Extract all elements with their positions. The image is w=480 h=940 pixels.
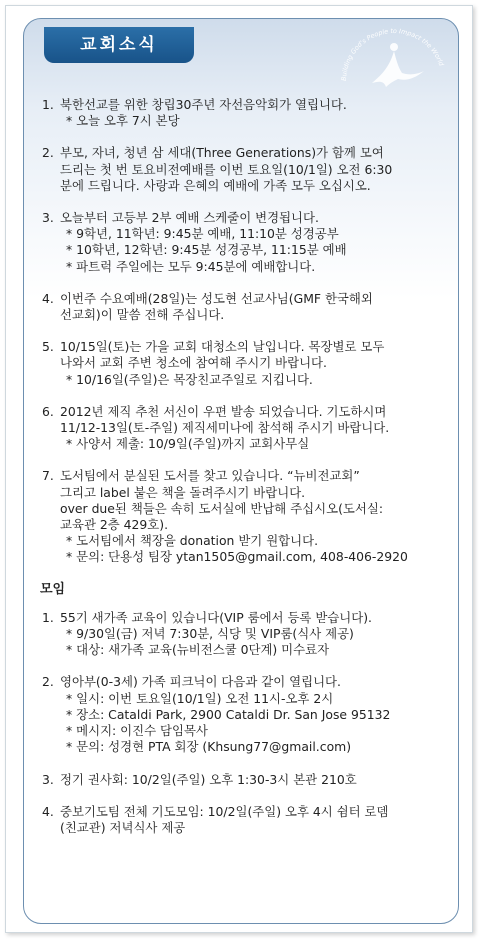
item-text: 분에 드립니다. 사랑과 은혜의 예배에 가족 모두 오십시오. bbox=[60, 177, 371, 193]
item-detail: * 오늘 오후 7시 본당 bbox=[66, 113, 180, 129]
list-item bbox=[36, 674, 446, 755]
list-item bbox=[36, 610, 446, 659]
item-text: 2012년 제직 추천 서신이 우편 발송 되었습니다. 기도하시며 bbox=[60, 403, 387, 419]
content-area bbox=[36, 97, 446, 852]
item-number: 2. bbox=[42, 145, 54, 161]
item-number: 1. bbox=[42, 97, 54, 112]
item-text: 드리는 첫 번 토요비전예배를 이번 토요일(10/1일) 오전 6:30 bbox=[60, 161, 393, 177]
item-detail: * 9학년, 11학년: 9:45분 예배, 11:10분 성경공부 bbox=[66, 226, 339, 242]
news-list bbox=[36, 97, 446, 566]
list-item bbox=[36, 210, 446, 275]
item-text: 그리고 label 붙은 책을 돌려주시기 바랍니다. bbox=[60, 484, 306, 500]
item-number: 4. bbox=[42, 803, 54, 819]
church-logo-icon bbox=[332, 21, 452, 91]
item-text: 정기 권사회: 10/2일(주일) 오후 1:30-3시 본관 210호 bbox=[60, 771, 357, 787]
item-number: 1. bbox=[42, 609, 54, 625]
list-item bbox=[36, 145, 446, 194]
list-item bbox=[36, 772, 446, 788]
item-text: (친교관) 저녁식사 제공 bbox=[60, 819, 186, 835]
item-detail: * 문의: 단용성 팀장 ytan1505@gmail.com, 408-406-2920 bbox=[66, 549, 408, 565]
item-text: 북한선교를 위한 창립30주년 자선음악회가 열립니다. bbox=[60, 97, 347, 112]
item-text: 교육관 2층 429호). bbox=[60, 517, 169, 533]
item-text: 부모, 자녀, 청년 삼 세대(Three Generations)가 함께 모여 bbox=[60, 145, 384, 161]
item-number: 7. bbox=[42, 468, 54, 484]
list-item bbox=[36, 97, 446, 129]
list-item bbox=[36, 804, 446, 836]
meetings-list bbox=[36, 610, 446, 836]
item-detail: * 대상: 새가족 교육(뉴비전스쿨 0단계) 미수료자 bbox=[66, 642, 330, 658]
item-detail: * 도서팀에서 책장을 donation 받기 원합니다. bbox=[66, 533, 319, 549]
item-detail: * 장소: Cataldi Park, 2900 Cataldi Dr. San Jose 95132 bbox=[66, 706, 391, 722]
news-card bbox=[23, 18, 459, 924]
item-detail: * 10/16일(주일)은 목장친교주일로 지킵니다. bbox=[66, 371, 313, 387]
item-text: 10/15일(토)는 가을 교회 대청소의 날입니다. 목장별로 모두 bbox=[60, 339, 385, 355]
list-item bbox=[36, 339, 446, 388]
item-text: 중보기도팀 전체 기도모임: 10/2일(주일) 오후 4시 쉼터 로뎀 bbox=[60, 803, 389, 819]
item-text: 영아부(0-3세) 가족 피크닉이 다음과 같이 열립니다. bbox=[60, 674, 341, 690]
item-text: 11/12-13일(토-주일) 제직세미나에 참석해 주시기 바랍니다. bbox=[60, 420, 390, 436]
item-text: 도서팀에서 분실된 도서를 찾고 있습니다. “뉴비전교회” bbox=[60, 468, 360, 484]
item-detail: * 사양서 제출: 10/9일(주일)까지 교회사무실 bbox=[66, 436, 310, 452]
item-detail: * 9/30일(금) 저녁 7:30분, 식당 및 VIP룸(식사 제공) bbox=[66, 626, 354, 642]
page-frame bbox=[5, 5, 473, 933]
item-detail: * 일시: 이번 토요일(10/1일) 오전 11시-오후 2시 bbox=[66, 690, 334, 706]
list-item bbox=[36, 291, 446, 323]
item-detail: * 10학년, 12학년: 9:45분 성경공부, 11:15분 예배 bbox=[66, 242, 347, 258]
meetings-title: 모임 bbox=[40, 581, 66, 597]
page-title: 교회소식 bbox=[44, 27, 194, 63]
item-text: over due된 책들은 속히 도서실에 반납해 주십시오(도서실: bbox=[60, 500, 383, 516]
item-detail: * 파트럭 주일에는 모두 9:45분에 예배합니다. bbox=[66, 258, 316, 274]
item-text: 선교회)이 말씀 전해 주십니다. bbox=[60, 307, 225, 323]
item-text: 오늘부터 고등부 2부 예배 스케줄이 변경됩니다. bbox=[60, 210, 319, 226]
item-number: 3. bbox=[42, 771, 54, 787]
item-detail: * 문의: 성경현 PTA 회장 (Khsung77@gmail.com) bbox=[66, 739, 352, 755]
item-number: 2. bbox=[42, 674, 54, 690]
item-detail: * 메시지: 이진수 담임목사 bbox=[66, 723, 208, 739]
item-number: 3. bbox=[42, 210, 54, 226]
item-text: 나와서 교회 주변 청소에 참여해 주시기 바랍니다. bbox=[60, 355, 327, 371]
item-text: 55기 새가족 교육이 있습니다(VIP 룸에서 등록 받습니다). bbox=[60, 609, 372, 625]
logo-text: Building God's People to Impact the World bbox=[339, 26, 446, 82]
item-text: 이번주 수요예배(28일)는 성도현 선교사님(GMF 한국해외 bbox=[60, 290, 373, 306]
item-number: 5. bbox=[42, 339, 54, 355]
item-number: 4. bbox=[42, 290, 54, 306]
list-item bbox=[36, 468, 446, 565]
list-item bbox=[36, 404, 446, 453]
item-number: 6. bbox=[42, 403, 54, 419]
